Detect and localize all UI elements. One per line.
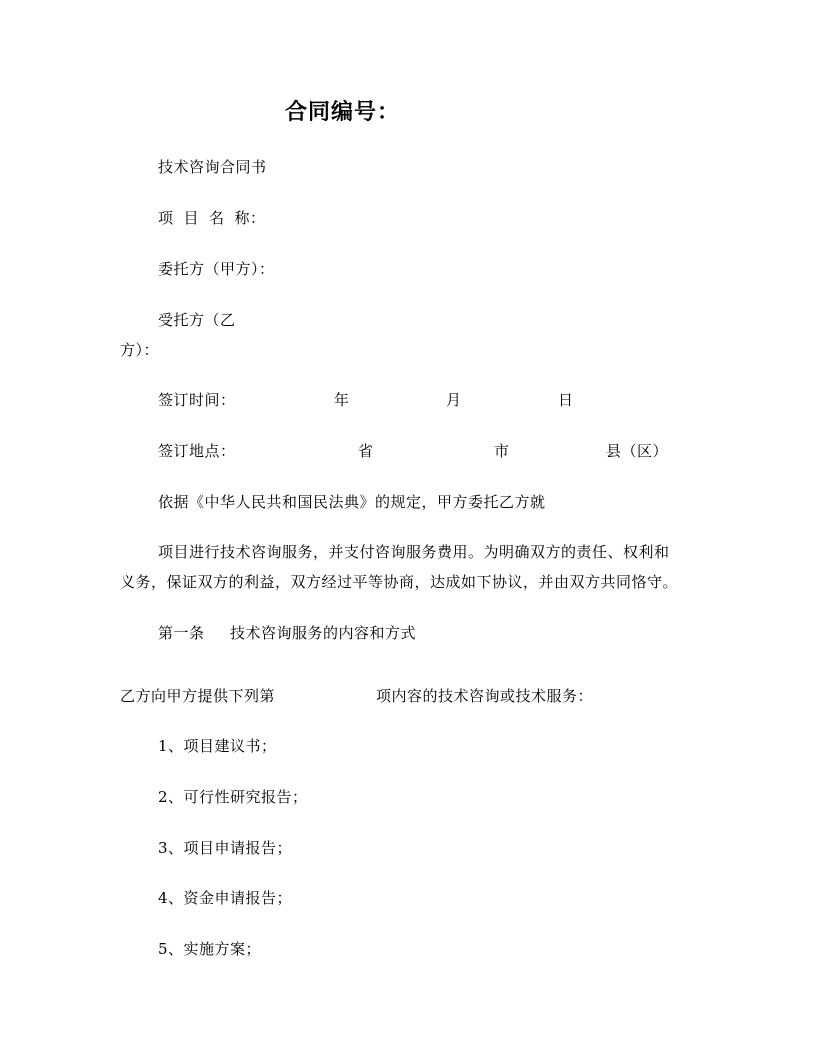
services-intro-part2: 项内容的技术咨询或技术服务： bbox=[376, 687, 594, 705]
sign-date-day: 日 bbox=[558, 391, 574, 409]
list-item: 4、资金申请报告； bbox=[158, 889, 293, 907]
list-item: 2、可行性研究报告； bbox=[158, 788, 308, 806]
project-name-label bbox=[158, 208, 266, 228]
sign-date-year: 年 bbox=[334, 391, 350, 409]
contractor-label-line2: 方）： bbox=[120, 341, 160, 359]
contractor-label-line1: 受托方（乙 bbox=[158, 311, 236, 329]
list-item: 5、实施方案； bbox=[158, 940, 262, 958]
article-title: 技术咨询服务的内容和方式 bbox=[230, 624, 417, 642]
sign-place-county: 县（区） bbox=[606, 442, 669, 460]
list-item: 1、项目建议书； bbox=[158, 737, 277, 755]
article-number: 第一条 bbox=[158, 624, 205, 642]
sign-date-label: 签订时间： bbox=[158, 391, 236, 409]
document-title: 技术咨询合同书 bbox=[158, 158, 267, 176]
services-intro-part1: 乙方向甲方提供下列第 bbox=[120, 687, 276, 705]
sign-place-city: 市 bbox=[494, 442, 510, 460]
project-name-char: 项 bbox=[158, 209, 174, 227]
basis-paragraph-line1: 依据《中华人民共和国民法典》的规定，甲方委托乙方就 bbox=[158, 493, 546, 511]
project-name-char: 目 bbox=[183, 209, 200, 227]
basis-paragraph-line2: 项目进行技术咨询服务，并支付咨询服务费用。为明确双方的责任、权利和 bbox=[158, 543, 670, 561]
basis-paragraph-line3: 义务，保证双方的利益，双方经过平等协商，达成如下协议，并由双方共同恪守。 bbox=[120, 573, 679, 591]
sign-date-month: 月 bbox=[446, 391, 462, 409]
project-name-char: 称： bbox=[234, 209, 266, 227]
client-label: 委托方（甲方）： bbox=[158, 260, 275, 278]
list-item: 3、项目申请报告； bbox=[158, 839, 293, 857]
sign-place-province: 省 bbox=[358, 442, 374, 460]
project-name-char: 名 bbox=[209, 209, 225, 227]
contract-number-label: 合同编号： bbox=[285, 99, 401, 125]
sign-place-label: 签订地点： bbox=[158, 442, 236, 460]
